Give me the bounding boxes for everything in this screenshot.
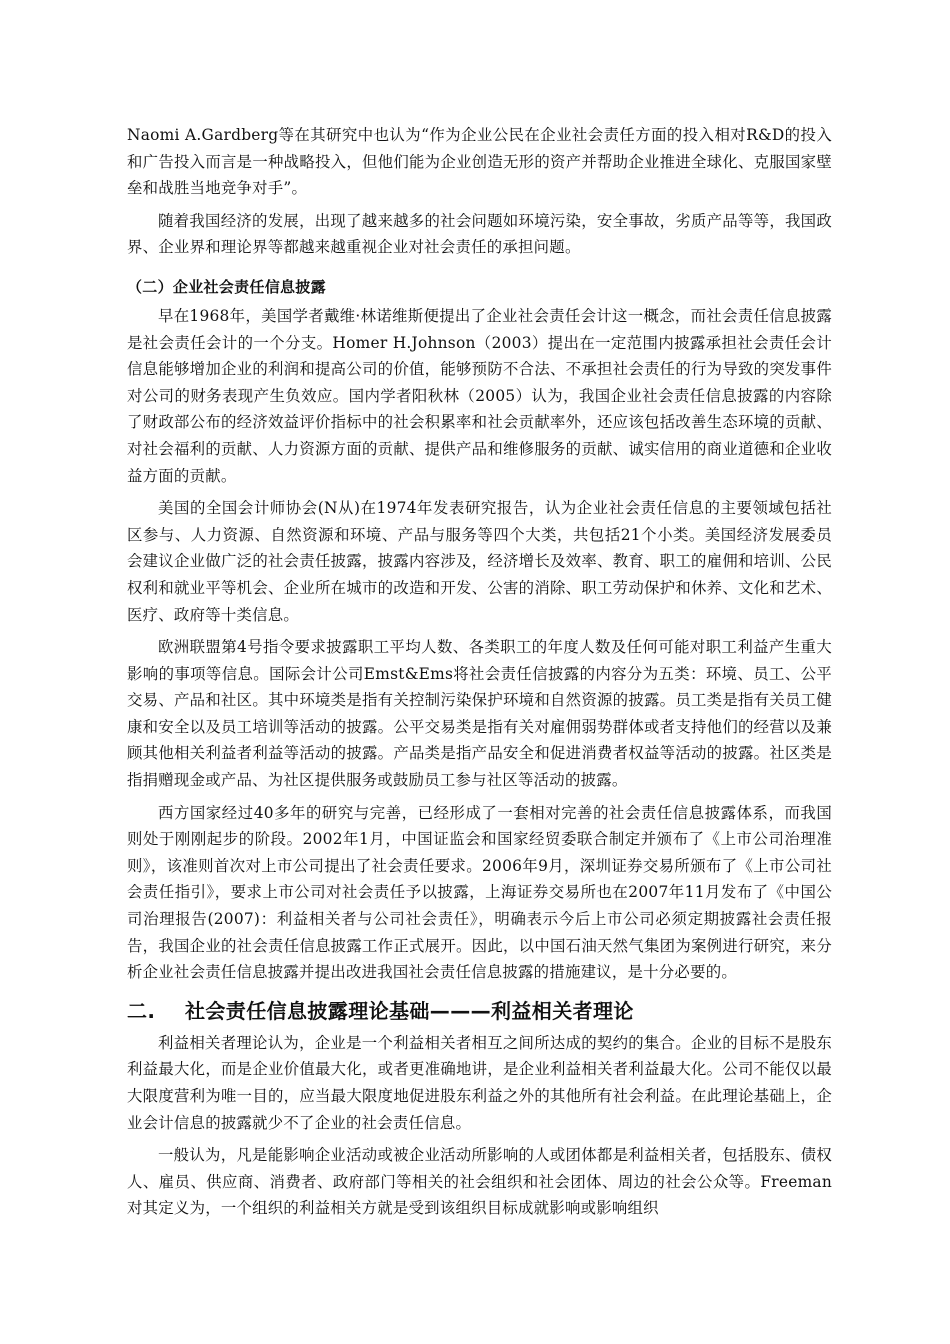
chapter-title: 社会责任信息披露理论基础———利益相关者理论 xyxy=(185,998,634,1023)
paragraph-western-countries: 西方国家经过40多年的研究与完善，已经形成了一套相对完善的社会责任信息披露体系，而我国则处于刚刚起步的阶段。2002年1月，中国证监会和国家经贸委联合制定并颁布了《上市公司治理准则》，该准则首次对上市公司提出了社会责任要求。2006年9月，深圳证券交易所颁布了《上市公司社会责任指引》，要求上市公司对社会责任予以披露，上海证券交易所也在2007年11月发布了《中国公司治理报告(2007)：利益相关者与公司社会责任》，明确表示今后上市公司必须定期披露社会责任报告，我国企业的社会责任信息披露工作正式展开。因此，以中国石油天然气集团为案例进行研究，来分析企业社会责任信息披露并提出改进我国社会责任信息披露的措施建议，是十分必要的。 xyxy=(127,803,832,982)
paragraph-history: 早在1968年，美国学者戴维·林诺维斯便提出了企业社会责任会计这一概念，而社会责任信息披露是社会责任会计的一个分支。Homer H.Johnson（2003）提出在一定范围内披露承担社会责任会计信息能够增加企业的利润和提高公司的价值，能够预防不合法、不承担社会责任的行为导致的突发事件对公司的财务表现产生负效应。国内学者阳秋林（2005）认为，我国企业社会责任信息披露的内容除了财政部公布的经济效益评价指标中的社会积累率和社会贡献率外，还应该包括改善生态环境的贡献、对社会福利的贡献、人力资源方面的贡献、提供产品和维修服务的贡献、诚实信用的商业道德和企业收益方面的贡献。 xyxy=(127,306,832,485)
chapter-number: 二. xyxy=(127,998,156,1023)
chapter-heading-stakeholder-theory xyxy=(127,996,832,1026)
paragraph-social-problems: 随着我国经济的发展，出现了越来越多的社会问题如环境污染，安全事故，劣质产品等等，我国政界、企业界和理论界等都越来越重视企业对社会责任的承担问题。 xyxy=(127,211,832,257)
paragraph-stakeholder-definition: 一般认为，凡是能影响企业活动或被企业活动所影响的人或团体都是利益相关者，包括股东、债权人、雇员、供应商、消费者、政府部门等相关的社会组织和社会团体、周边的社会公众等。Freeman对其定义为，一个组织的利益相关方就是受到该组织目标成就影响或影响组织 xyxy=(127,1146,832,1218)
paragraph-stakeholder-theory: 利益相关者理论认为，企业是一个利益相关者相互之间所达成的契约的集合。企业的目标不是股东利益最大化，而是企业价值最大化，或者更准确地讲，是企业利益相关者利益最大化。公司不能仅以最大限度营利为唯一目的，应当最大限度地促进股东利益之外的其他所有社会利益。在此理论基础上，企业会计信息的披露就少不了企业的社会责任信息。 xyxy=(127,1033,832,1132)
paragraph-gardberg-quote: Naomi A.Gardberg等在其研究中也认为“作为企业公民在企业社会责任方面的投入相对R&D的投入和广告投入而言是一种战略投入，但他们能为企业创造无形的资产并帮助企业推进全球化、克服国家壁垒和战胜当地竞争对手”。 xyxy=(127,126,832,198)
section-heading-csr-disclosure: （二）企业社会责任信息披露 xyxy=(127,277,326,296)
paragraph-eu-directive: 欧洲联盟第4号指令要求披露职工平均人数、各类职工的年度人数及任何可能对职工利益产生重大影响的事项等信息。国际会计公司Emst&Ems将社会责任信披露的内容分为五类：环境、员工、公平交易、产品和社区。其中环境类是指有关控制污染保护环境和自然资源的披露。员工类是指有关员工健康和安全以及员工培训等活动的披露。公平交易类是指有关对雇佣弱势群体或者支持他们的经营以及兼顾其他相关利益者利益等活动的披露。产品类是指产品安全和促进消费者权益等活动的披露。社区类是指捐赠现金或产品、为社区提供服务或鼓励员工参与社区等活动的披露。 xyxy=(127,638,832,790)
paragraph-us-accountants: 美国的全国会计师协会(N从)在1974年发表研究报告，认为企业社会责任信息的主要领域包括社区参与、人力资源、自然资源和环境、产品与服务等四个大类，共包括21个小类。美国经济发展委员会建议企业做广泛的社会责任披露，披露内容涉及，经济增长及效率、教育、职工的雇佣和培训、公民权利和就业平等机会、企业所在城市的改造和开发、公害的消除、职工劳动保护和休养、文化和艺术、医疗、政府等十类信息。 xyxy=(127,499,832,624)
